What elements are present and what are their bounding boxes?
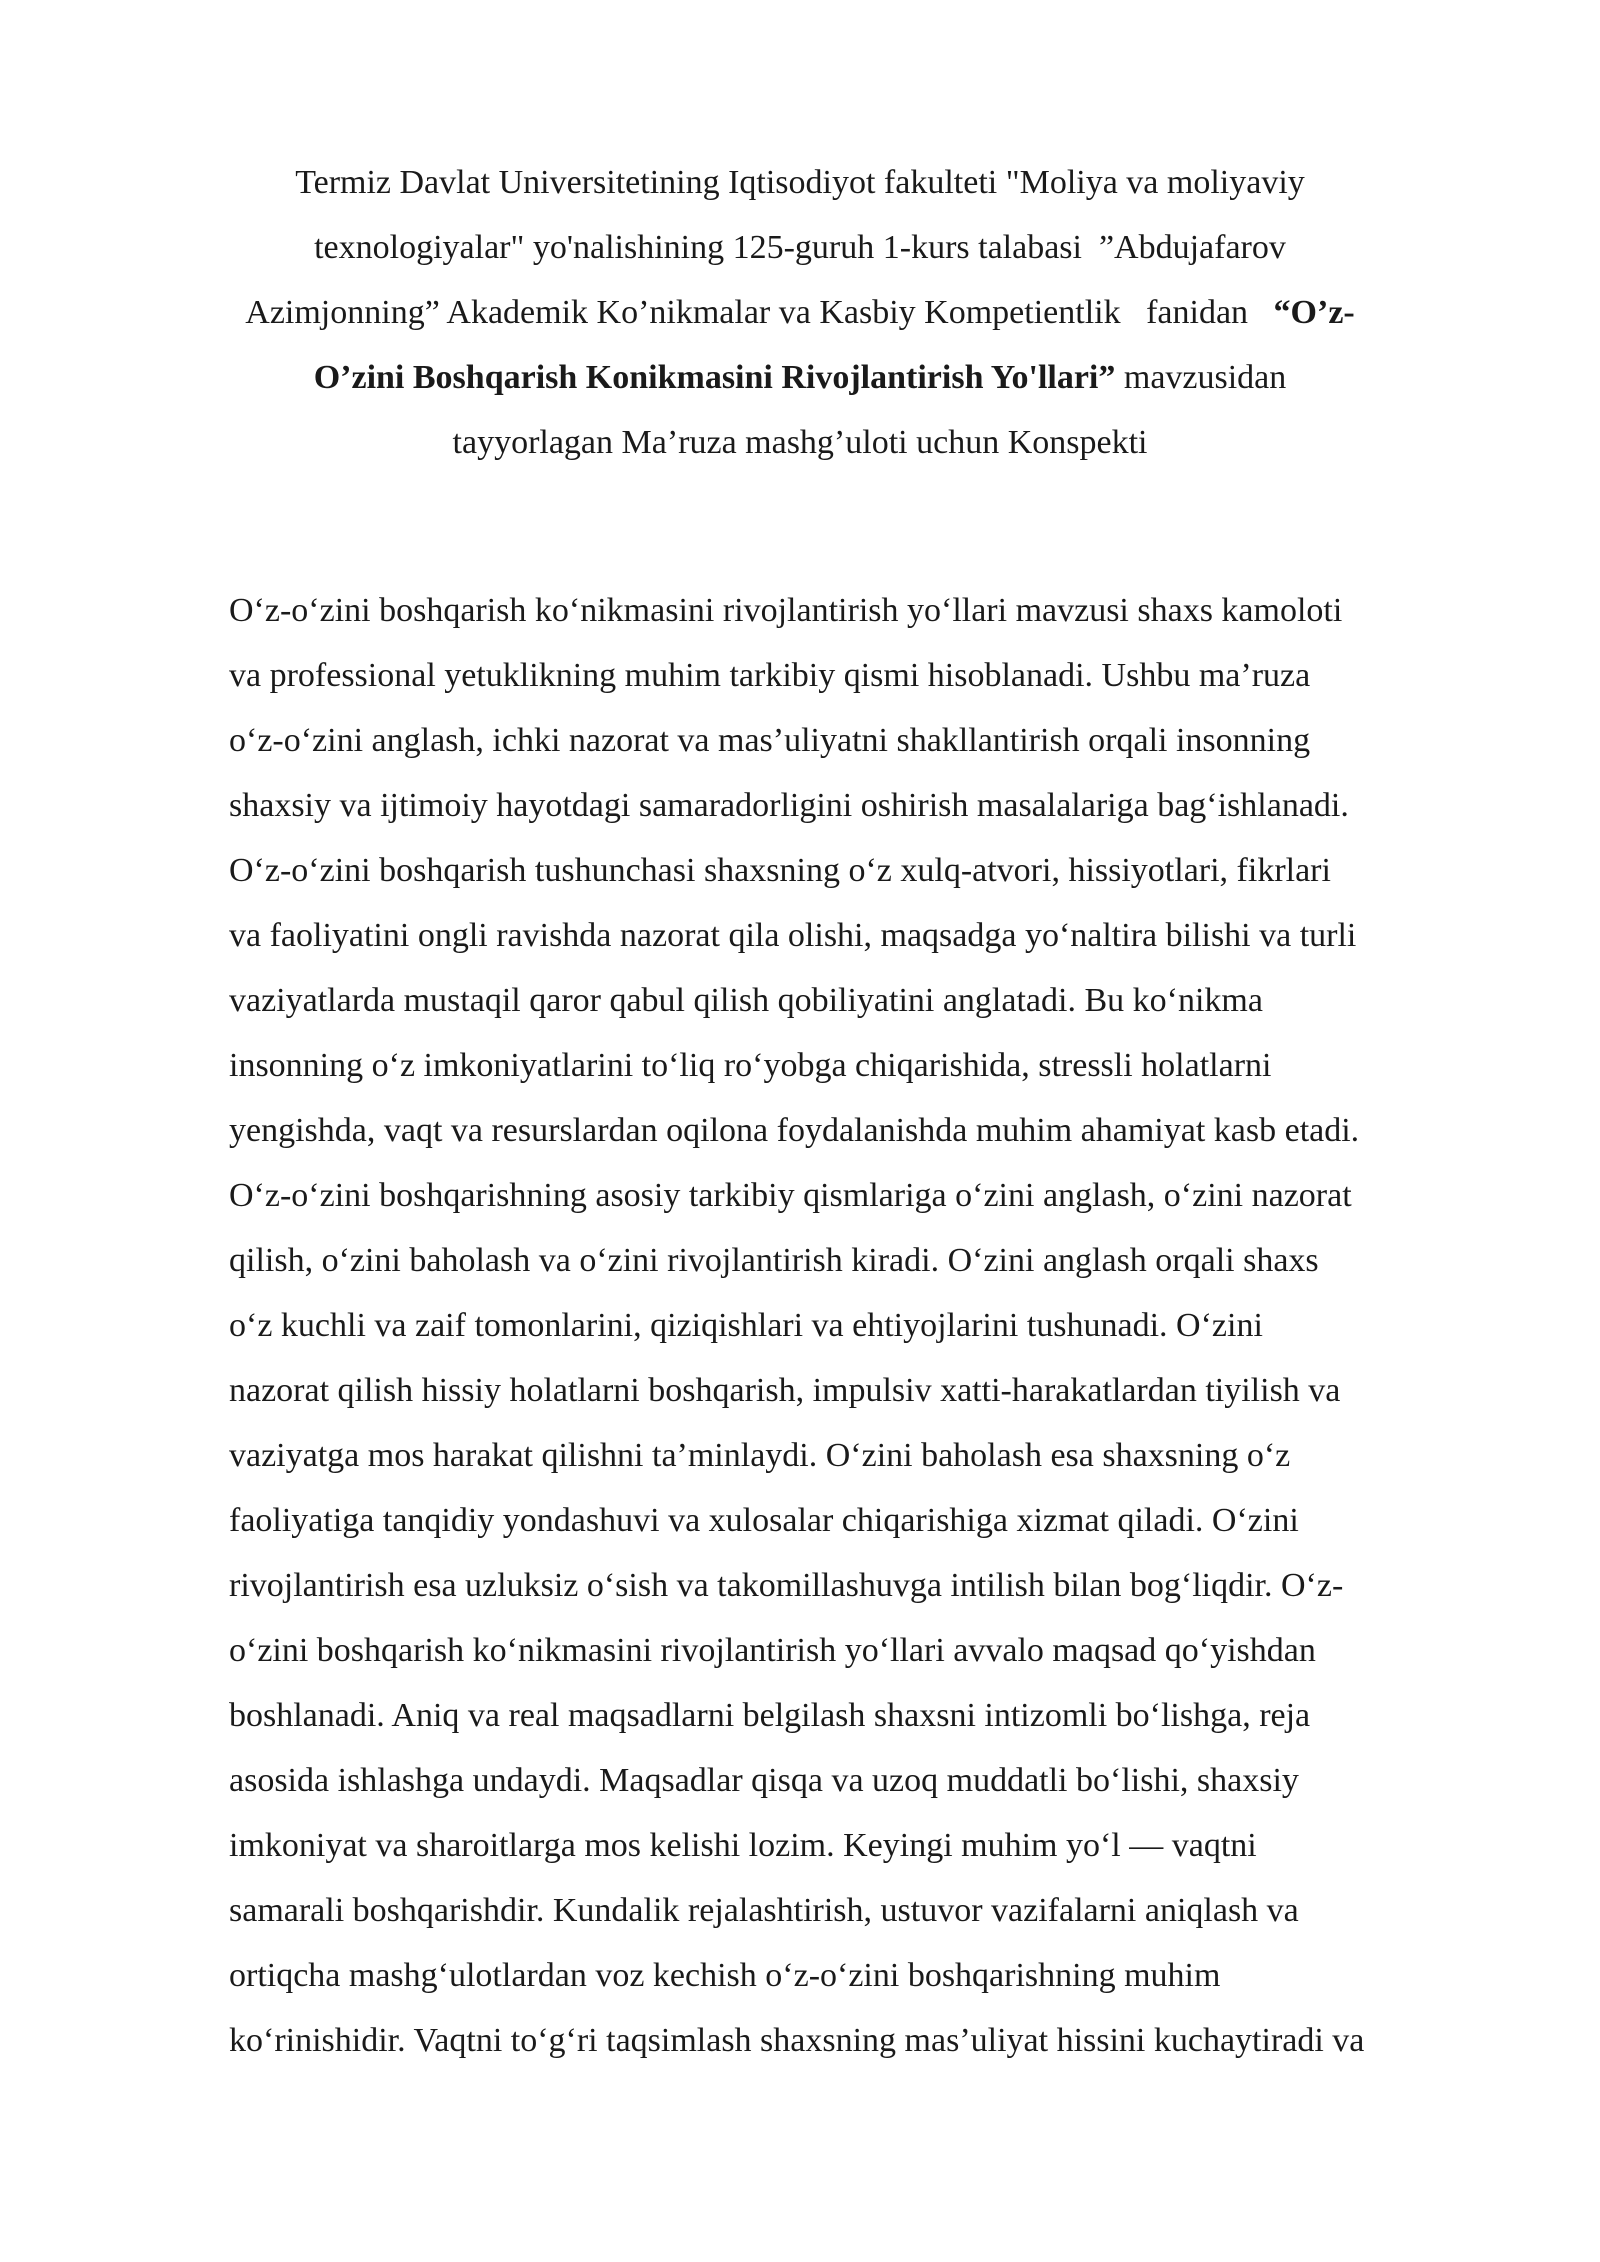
header-line: Termiz Davlat Universitetining Iqtisodiyot fakulteti "Moliya va moliyaviy	[295, 164, 1305, 201]
body-line: ortiqcha mashg‘ulotlardan voz kechish o‘z-o‘zini boshqarishning muhim	[229, 1957, 1221, 1994]
body-line: faoliyatiga tanqidiy yondashuvi va xulosalar chiqarishiga xizmat qiladi. O‘zini	[229, 1502, 1299, 1539]
body-line: boshlanadi. Aniq va real maqsadlarni belgilash shaxsni intizomli bo‘lishga, reja	[229, 1697, 1311, 1734]
header-line	[220, 280, 1380, 345]
body-line: nazorat qilish hissiy holatlarni boshqarish, impulsiv xatti-harakatlardan tiyilish va	[229, 1372, 1341, 1409]
body-line: o‘zini boshqarish ko‘nikmasini rivojlantirish yo‘llari avvalo maqsad qo‘yishdan	[229, 1632, 1316, 1669]
body-line: O‘z-o‘zini boshqarish tushunchasi shaxsning o‘z xulq-atvori, hissiyotlari, fikrlari	[229, 852, 1331, 889]
topic-title-start: “O’z-	[1273, 294, 1355, 331]
body-line: O‘z-o‘zini boshqarish ko‘nikmasini rivojlantirish yo‘llari mavzusi shaxs kamoloti	[229, 592, 1343, 629]
document-header	[220, 150, 1380, 475]
body-line: vaziyatlarda mustaqil qaror qabul qilish qobiliyatini anglatadi. Bu ko‘nikma	[229, 982, 1263, 1019]
body-line: shaxsiy va ijtimoiy hayotdagi samaradorligini oshirish masalalariga bag‘ishlanadi.	[229, 787, 1349, 824]
body-line: O‘z-o‘zini boshqarishning asosiy tarkibiy qismlariga o‘zini anglash, o‘zini nazorat	[229, 1177, 1352, 1214]
body-line: o‘z-o‘zini anglash, ichki nazorat va mas’uliyatni shakllantirish orqali insonning	[229, 722, 1311, 759]
header-line: tayyorlagan Ma’ruza mashg’uloti uchun Konspekti	[452, 424, 1148, 461]
body-line: insonning o‘z imkoniyatlarini to‘liq ro‘yobga chiqarishida, stressli holatlarni	[229, 1047, 1272, 1084]
body-line: asosida ishlashga undaydi. Maqsadlar qisqa va uzoq muddatli bo‘lishi, shaxsiy	[229, 1762, 1299, 1799]
header-line: texnologiyalar" yo'nalishining 125-guruh 1-kurs talabasi ”Abdujafarov	[314, 229, 1286, 266]
body-line: rivojlantirish esa uzluksiz o‘sish va takomillashuvga intilish bilan bog‘liqdir. O‘z-	[229, 1567, 1344, 1604]
body-line: yengishda, vaqt va resurslardan oqilona foydalanishda muhim ahamiyat kasb etadi.	[229, 1112, 1360, 1149]
header-line	[220, 345, 1380, 410]
topic-title-end: O’zini Boshqarish Konikmasini Rivojlantirish Yo'llari”	[313, 359, 1116, 396]
body-line: vaziyatga mos harakat qilishni ta’minlaydi. O‘zini baholash esa shaxsning o‘z	[229, 1437, 1291, 1474]
body-line: ko‘rinishidir. Vaqtni to‘g‘ri taqsimlash shaxsning mas’uliyat hissini kuchaytiradi va	[229, 2022, 1365, 2059]
header-text: mavzusidan	[1115, 359, 1287, 396]
body-line: imkoniyat va sharoitlarga mos kelishi lozim. Keyingi muhim yo‘l — vaqtni	[229, 1827, 1257, 1864]
document-body	[229, 578, 1529, 2073]
body-line: qilish, o‘zini baholash va o‘zini rivojlantirish kiradi. O‘zini anglash orqali shaxs	[229, 1242, 1319, 1279]
body-line: samarali boshqarishdir. Kundalik rejalashtirish, ustuvor vazifalarni aniqlash va	[229, 1892, 1299, 1929]
body-line: va faoliyatini ongli ravishda nazorat qila olishi, maqsadga yo‘naltira bilishi va turli	[229, 917, 1357, 954]
header-text: Azimjonning” Akademik Ko’nikmalar va Kasbiy Kompetientlik fanidan	[245, 294, 1274, 331]
body-line: va professional yetuklikning muhim tarkibiy qismi hisoblanadi. Ushbu ma’ruza	[229, 657, 1311, 694]
body-line: o‘z kuchli va zaif tomonlarini, qiziqishlari va ehtiyojlarini tushunadi. O‘zini	[229, 1307, 1263, 1344]
